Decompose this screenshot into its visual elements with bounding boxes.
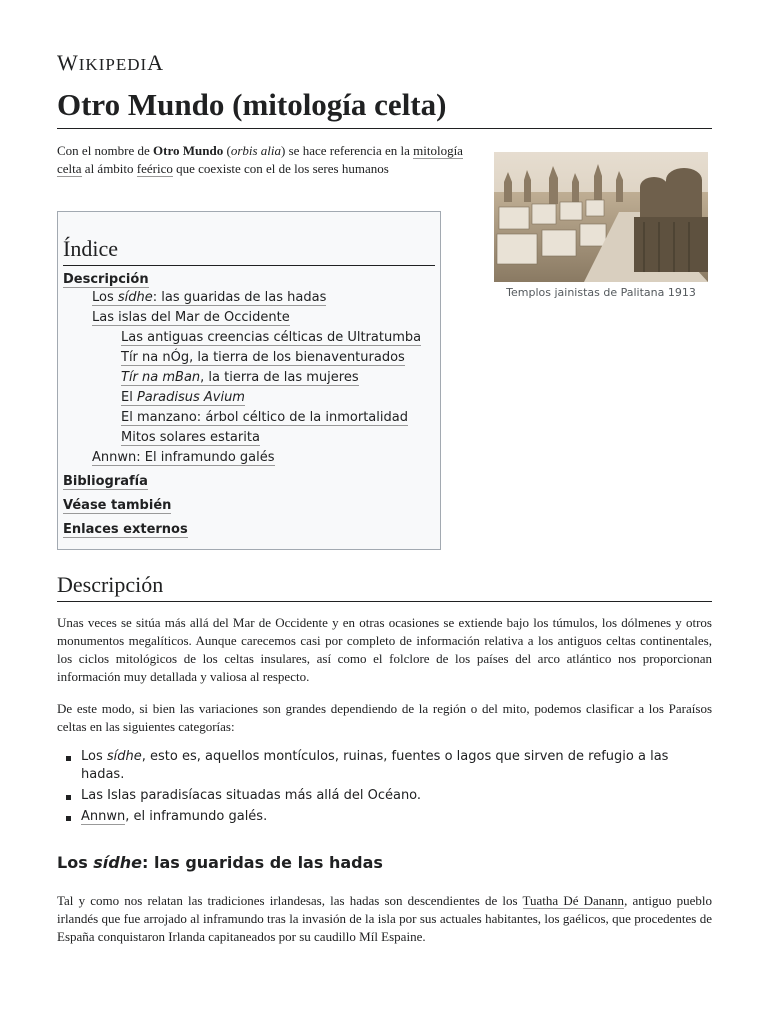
list-italic-text: sídhe <box>106 749 142 764</box>
toc-title: Índice <box>63 234 435 266</box>
toc-list <box>63 270 435 540</box>
section-heading-sidhe <box>57 852 383 874</box>
toc-link-tirnamban[interactable] <box>121 370 359 386</box>
link-tuatha-de-danann[interactable]: Tuatha Dé Danann <box>522 893 625 908</box>
heading-italic-text: sídhe <box>93 853 142 872</box>
toc-link-paradisus[interactable] <box>121 390 245 406</box>
toc-item-vease <box>63 496 435 516</box>
toc-item-sidhe <box>92 288 435 308</box>
toc-item-creencias <box>121 328 435 348</box>
list-text: , el inframundo galés. <box>125 809 268 824</box>
heading-text: : las guaridas de las hadas <box>141 853 383 872</box>
thumbnail-figure <box>494 152 708 299</box>
figure-caption: Templos jainistas de Palitana 1913 <box>506 286 696 299</box>
table-of-contents <box>57 211 441 550</box>
category-list <box>57 748 712 829</box>
intro-text: ) se hace referencia en la <box>281 143 414 158</box>
toc-link-sidhe[interactable] <box>92 290 326 306</box>
toc-item-mitos <box>121 428 435 448</box>
toc-item-enlaces <box>63 520 435 540</box>
toc-link-manzano[interactable]: El manzano: árbol céltico de la inmortalidad <box>121 410 408 425</box>
toc-item-manzano <box>121 408 435 428</box>
list-item <box>81 808 712 826</box>
toc-italic-text: Paradisus Avium <box>136 390 245 405</box>
logo-small-caps: IKIPEDI <box>78 55 148 74</box>
toc-italic-text: sídhe <box>117 290 153 305</box>
toc-link-descripcion[interactable]: Descripción <box>63 272 149 287</box>
intro-bold-term: Otro Mundo <box>153 143 224 158</box>
toc-link-bibliografia[interactable]: Bibliografía <box>63 474 148 489</box>
intro-italic-term: orbis alia <box>230 143 282 158</box>
intro-paragraph <box>57 142 469 178</box>
toc-link-tirnanog[interactable]: Tír na nÓg, la tierra de los bienaventurados <box>121 350 405 365</box>
section-heading-descripcion: Descripción <box>57 571 712 602</box>
intro-text: ( <box>223 143 231 158</box>
toc-link-annwn[interactable]: Annwn: El inframundo galés <box>92 450 275 465</box>
intro-text: al ámbito <box>81 161 137 176</box>
toc-item-islas <box>92 308 435 448</box>
temple-photo[interactable] <box>494 152 708 282</box>
link-feerico[interactable]: feérico <box>136 161 173 176</box>
toc-text: , la tierra de las mujeres <box>200 370 359 385</box>
descripcion-paragraph-2: De este modo, si bien las variaciones son grandes dependiendo de la región o del mito, podemos clasificar a los Paraísos celtas en las siguientes categorías: <box>57 701 712 734</box>
page-title: Otro Mundo (mitología celta) <box>57 86 712 129</box>
toc-link-vease[interactable]: Véase también <box>63 498 172 513</box>
sidhe-paragraph-1 <box>57 892 712 946</box>
list-item: Las Islas paradisíacas situadas más allá del Océano. <box>81 787 712 805</box>
toc-item-tirnamban <box>121 368 435 388</box>
toc-text: : las guaridas de las hadas <box>152 290 327 305</box>
toc-text: Los <box>92 290 118 305</box>
descripcion-paragraph-1: Unas veces se sitúa más allá del Mar de Occidente y en otras ocasiones se extiende bajo los túmulos, los dólmenes y otros monumentos megalíticos. Aunque carecemos casi por completo de información relativa a los antiguos celtas continentales, los ciclos mitológicos de los celtas insulares, así como el folclore de los países del arco atlántico nos proporcionan información muy detallada y valiosa al respecto. <box>57 615 712 684</box>
intro-text: Con el nombre de <box>57 143 154 158</box>
toc-link-islas[interactable]: Las islas del Mar de Occidente <box>92 310 290 325</box>
toc-sublist <box>92 328 435 448</box>
list-item <box>81 748 712 784</box>
toc-item-paradisus <box>121 388 435 408</box>
toc-item-annwn <box>92 448 435 468</box>
toc-link-enlaces[interactable]: Enlaces externos <box>63 522 188 537</box>
intro-text: que coexiste con el de los seres humanos <box>172 161 389 176</box>
toc-item-bibliografia <box>63 472 435 492</box>
toc-link-creencias[interactable]: Las antiguas creencias célticas de Ultratumba <box>121 330 422 345</box>
link-mitologia-celta[interactable]: mitología celta <box>57 143 463 176</box>
list-text: Los <box>81 749 107 764</box>
heading-text: Los <box>57 853 94 872</box>
toc-text: El <box>121 390 137 405</box>
logo-last-letter: A <box>147 50 165 75</box>
list-text: , esto es, aquellos montículos, ruinas, fuentes o lagos que sirven de refugio a las hadas. <box>81 749 669 782</box>
logo-first-letter: W <box>57 50 79 75</box>
para-text: , antiguo pueblo irlandés que fue arrojado al inframundo tras la invasión de la isla por sus actuales habitantes, los gaélicos, que procedentes de España conquistaron Irlanda capitaneados por su caudillo Míl Espaine. <box>57 893 712 944</box>
toc-sublist <box>63 288 435 468</box>
toc-item-tirnanog <box>121 348 435 368</box>
toc-item-descripcion <box>63 270 435 468</box>
para-text: Tal y como nos relatan las tradiciones irlandesas, las hadas son descendientes de los <box>57 893 523 908</box>
toc-italic-text: Tír na mBan <box>121 370 201 385</box>
toc-link-mitos[interactable]: Mitos solares estarita <box>121 430 260 445</box>
wikipedia-logo[interactable] <box>57 50 164 76</box>
link-annwn[interactable]: Annwn <box>81 809 126 824</box>
